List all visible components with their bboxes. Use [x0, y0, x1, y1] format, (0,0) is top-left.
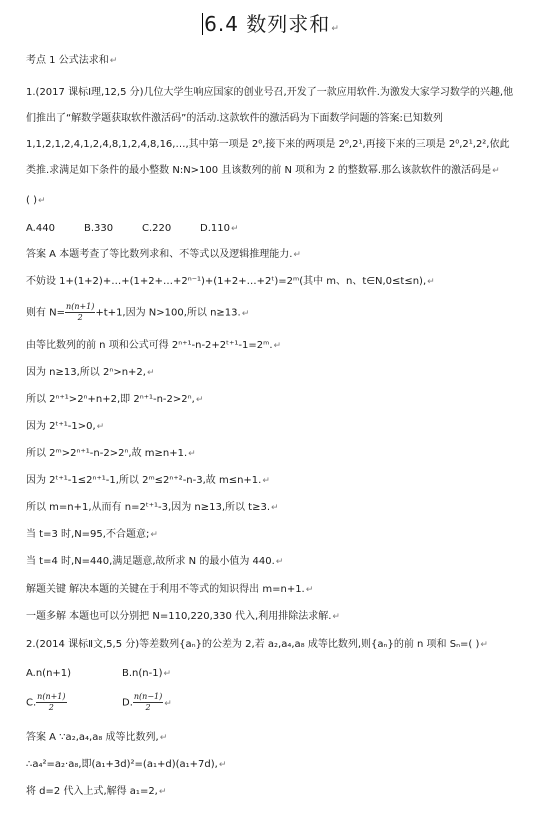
solution-line: 因为 2ᵗ⁺¹-1≤2ⁿ⁺¹-1,所以 2ᵐ≤2ⁿ⁺²-n-3,故 m≤n+1.↵ — [26, 475, 270, 486]
question-2-options-ab: A.n(n+1) B.n(n-1)↵ — [26, 668, 172, 679]
question-1-paren: ( )↵ — [26, 195, 46, 206]
title-text: 6.4 数列求和 — [204, 12, 331, 36]
alternative-method-line: 一题多解 本题也可以分别把 N=110,220,330 代入,利用排除法求解.↵ — [26, 611, 340, 622]
solution-line: 当 t=3 时,N=95,不合题意;↵ — [26, 529, 158, 540]
section-heading: 考点 1 公式法求和↵ — [26, 55, 118, 66]
option-d: D.110 — [200, 223, 230, 234]
solution-line: 因为 2ᵗ⁺¹-1>0,↵ — [26, 421, 105, 432]
question-1-stem: 1.(2017 课标Ⅰ理,12,5 分)几位大学生响应国家的创业号召,开发了一款应用软件.为激发大家学习数学的兴趣,他们推出了“解数学题获取软件激活码”的活动.这款软件的激活码为下面数学问题的答案:已知数列 1,1,2,1,2,4,1,2,4,8,1,2,4,8,16,…,其中第一项是 2⁰,接下来的两项是 2⁰,2¹,再接下来的三项是 2⁰,2¹,2²,依此类推.求满足如下条件的最小整数 N:N>100 且该数列的前 N 项和为 2 的整数幂.那么该款软件的激活码是↵ — [26, 87, 514, 176]
text-cursor — [202, 13, 203, 35]
option-a: A.440 — [26, 223, 55, 234]
question-2-stem: 2.(2014 课标Ⅱ文,5,5 分)等差数列{aₙ}的公差为 2,若 a₂,a₄,a₈ 成等比数列,则{aₙ}的前 n 项和 Sₙ=( )↵ — [26, 639, 488, 650]
option-b: B.n(n-1) — [122, 668, 163, 679]
option-c: C. $\frac{n(n+1)}{2}$ — [26, 692, 66, 712]
answer-line: 答案 A ∵a₂,a₄,a₈ 成等比数列,↵ — [26, 732, 168, 743]
fraction: $\frac{n(n+1)}{2}$ — [66, 302, 95, 322]
solution-line: 所以 2ᵐ>2ⁿ⁺¹-n-2>2ⁿ,故 m≥n+1.↵ — [26, 448, 196, 459]
solution-line: 由等比数列的前 n 项和公式可得 2ⁿ⁺¹-n-2+2ᵗ⁺¹-1=2ᵐ.↵ — [26, 340, 282, 351]
paragraph-mark: ↵ — [331, 24, 340, 34]
solution-line-fraction: 则有 N= $\frac{n(n+1)}{2}$ +t+1,因为 N>100,所以 n≥13.↵ — [26, 302, 250, 322]
question-1-options: A.440 B.330 C.220 D.110↵ — [26, 223, 239, 234]
solution-line: 将 d=2 代入上式,解得 a₁=2,↵ — [26, 786, 167, 797]
key-point-line: 解题关键 解决本题的关键在于利用不等式的知识得出 m=n+1.↵ — [26, 584, 314, 595]
option-b: B.330 — [84, 223, 114, 234]
solution-line: ∴a₄²=a₂·a₈,即(a₁+3d)²=(a₁+d)(a₁+7d),↵ — [26, 759, 227, 770]
solution-line: 不妨设 1+(1+2)+…+(1+2+…+2ⁿ⁻¹)+(1+2+…+2ᵗ)=2ᵐ(其中 m、n、t∈N,0≤t≤n),↵ — [26, 276, 435, 287]
page-title — [0, 8, 542, 37]
question-2-options-cd: C. $\frac{n(n+1)}{2}$ D. $\frac{n(n-1)}{2}$ ↵ — [26, 692, 526, 715]
solution-line: 因为 n≥13,所以 2ⁿ>n+2,↵ — [26, 367, 155, 378]
fraction: $\frac{n(n+1)}{2}$ — [37, 692, 66, 712]
solution-line: 所以 m=n+1,从而有 n=2ᵗ⁺¹-3,因为 n≥13,所以 t≥3.↵ — [26, 502, 279, 513]
fraction: $\frac{n(n-1)}{2}$ — [133, 692, 163, 712]
option-d: D. $\frac{n(n-1)}{2}$ — [122, 692, 163, 712]
option-c: C.220 — [142, 223, 172, 234]
solution-line: 所以 2ⁿ⁺¹>2ⁿ+n+2,即 2ⁿ⁺¹-n-2>2ⁿ,↵ — [26, 394, 204, 405]
solution-line: 当 t=4 时,N=440,满足题意,故所求 N 的最小值为 440.↵ — [26, 556, 284, 567]
answer-line: 答案 A 本题考查了等比数列求和、不等式以及逻辑推理能力.↵ — [26, 249, 301, 260]
option-a: A.n(n+1) — [26, 668, 72, 679]
